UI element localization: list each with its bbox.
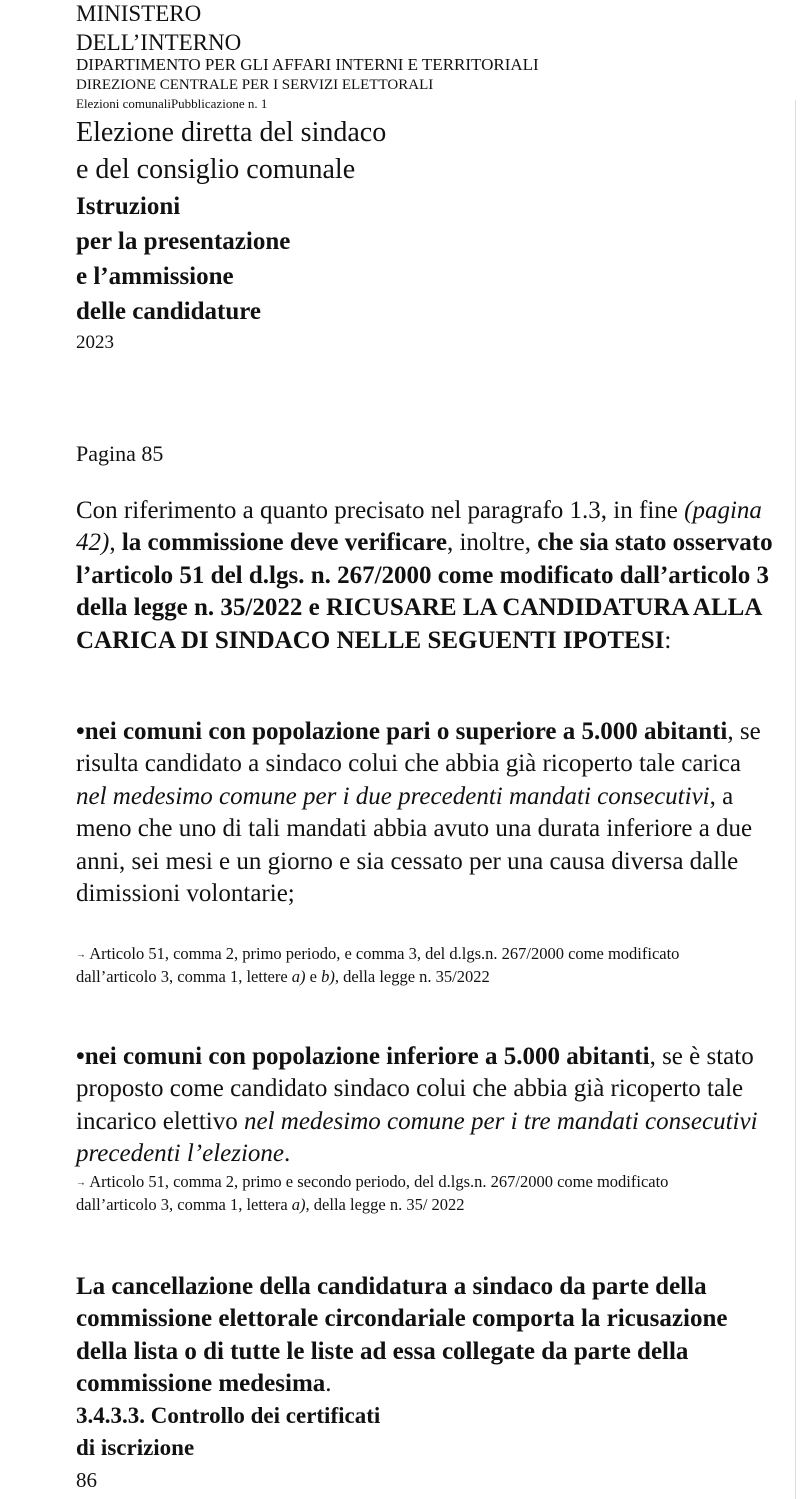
- bullet-2-text-2: .: [284, 1140, 291, 1168]
- intro-text: Con riferimento a quanto precisato nel paragrafo 1.3, in fine: [76, 497, 685, 524]
- publication-year: 2023: [76, 332, 114, 353]
- bullet-2-ref-text: Articolo 51, comma 2, primo e secondo periodo, del d.lgs.n. 267/2000 come modificato dall’articolo 3, comma 1, lettera: [76, 1172, 669, 1214]
- arrow-icon: →: [76, 1177, 86, 1189]
- closing-end: .: [325, 1370, 332, 1398]
- page-number: 86: [76, 1468, 97, 1492]
- bullet-1-ref-italic-1: a): [291, 966, 306, 986]
- directorate-line: DIREZIONE CENTRALE PER I SERVIZI ELETTORALI: [76, 77, 434, 93]
- bullet-1-text-2: , a meno che uno di tali mandati abbia avuto una durata inferiore a due anni, sei mesi e un giorno e sia cessato per una causa diversa dalle dimissioni volontarie;: [76, 782, 753, 908]
- subtitle-line-4: delle candidature: [76, 298, 261, 325]
- section-heading-line-2: di iscrizione: [76, 1435, 195, 1460]
- bullet-1-ref-text-2: e: [305, 966, 322, 986]
- subtitle-line-1: Istruzioni: [76, 193, 181, 220]
- bullet-2-ref-italic: a): [291, 1194, 306, 1214]
- bullet-2-ref-text-2: , della legge n. 35/ 2022: [305, 1194, 465, 1214]
- intro-after: , inoltre,: [446, 529, 538, 557]
- bullet-1-ref-text: Articolo 51, comma 2, primo periodo, e comma 3, del d.lgs.n. 267/2000 come modificato dall’articolo 3, comma 1, lettere: [76, 944, 680, 986]
- intro-separator: ,: [109, 529, 122, 557]
- bullet-1-italic: nel medesimo comune per i due precedenti mandati consecutivi: [76, 782, 710, 810]
- publication-line: Elezioni comunaliPubblicazione n. 1: [76, 96, 268, 111]
- department-line: DIPARTIMENTO PER GLI AFFARI INTERNI E TERRITORIALI: [76, 55, 539, 74]
- arrow-icon: →: [76, 949, 86, 961]
- intro-end: :: [664, 626, 672, 654]
- bullet-2-text: , se è stato proposto come candidato sindaco colui che abbia già ricoperto tale incarico elettivo: [76, 1043, 754, 1135]
- bullet-1-text: , se risulta candidato a sindaco colui che abbia già ricoperto tale carica: [76, 718, 761, 778]
- bullet-2: [76, 1041, 776, 1171]
- bullet-2-italic: nel medesimo comune per i tre mandati consecutivi precedenti l’elezione: [76, 1107, 758, 1168]
- intro-bold: la commissione deve verificare: [121, 529, 447, 557]
- title-line-1: Elezione diretta del sindaco: [76, 117, 387, 148]
- subtitle-line-3: e l’ammissione: [76, 263, 234, 290]
- bullet-2-reference: [76, 1171, 696, 1215]
- closing-paragraph: [76, 1271, 776, 1401]
- page-label: Pagina 85: [76, 441, 164, 466]
- bullet-1-ref-text-3: , della legge n. 35/2022: [334, 966, 490, 986]
- section-heading-line-1: 3.4.3.3. Controllo dei certificati: [76, 1403, 381, 1428]
- intro-bold-2: che sia stato osservato l’articolo 51 del d.lgs. n. 267/2000 come modificato dall’articolo 3 della legge n. 35/2022 e RICUSARE LA CANDIDATURA ALLA CARICA DI SINDACO NELLE SEGUENTI IPOTESI: [76, 529, 773, 654]
- bullet-1: [76, 716, 776, 910]
- ministry-line-1: MINISTERO: [76, 1, 202, 26]
- page-edge-line: [795, 100, 796, 1499]
- bullet-2-bold: •nei comuni con popolazione inferiore a 5.000 abitanti: [76, 1043, 650, 1070]
- subtitle-line-2: per la presentazione: [76, 228, 291, 255]
- closing-bold: La cancellazione della candidatura a sindaco da parte della commissione elettorale circondariale comporta la ricusazione della lista o di tutte le liste ad essa collegate da parte della commissione medesima: [76, 1273, 728, 1398]
- bullet-1-reference: [76, 943, 696, 987]
- intro-paragraph: [76, 495, 776, 657]
- bullet-1-ref-italic-2: b): [321, 966, 335, 986]
- bullet-1-bold: •nei comuni con popolazione pari o superiore a 5.000 abitanti: [76, 718, 728, 745]
- title-line-2: e del consiglio comunale: [76, 154, 356, 185]
- ministry-line-2: DELL’INTERNO: [76, 30, 242, 55]
- intro-italic: (pagina 42): [76, 497, 762, 557]
